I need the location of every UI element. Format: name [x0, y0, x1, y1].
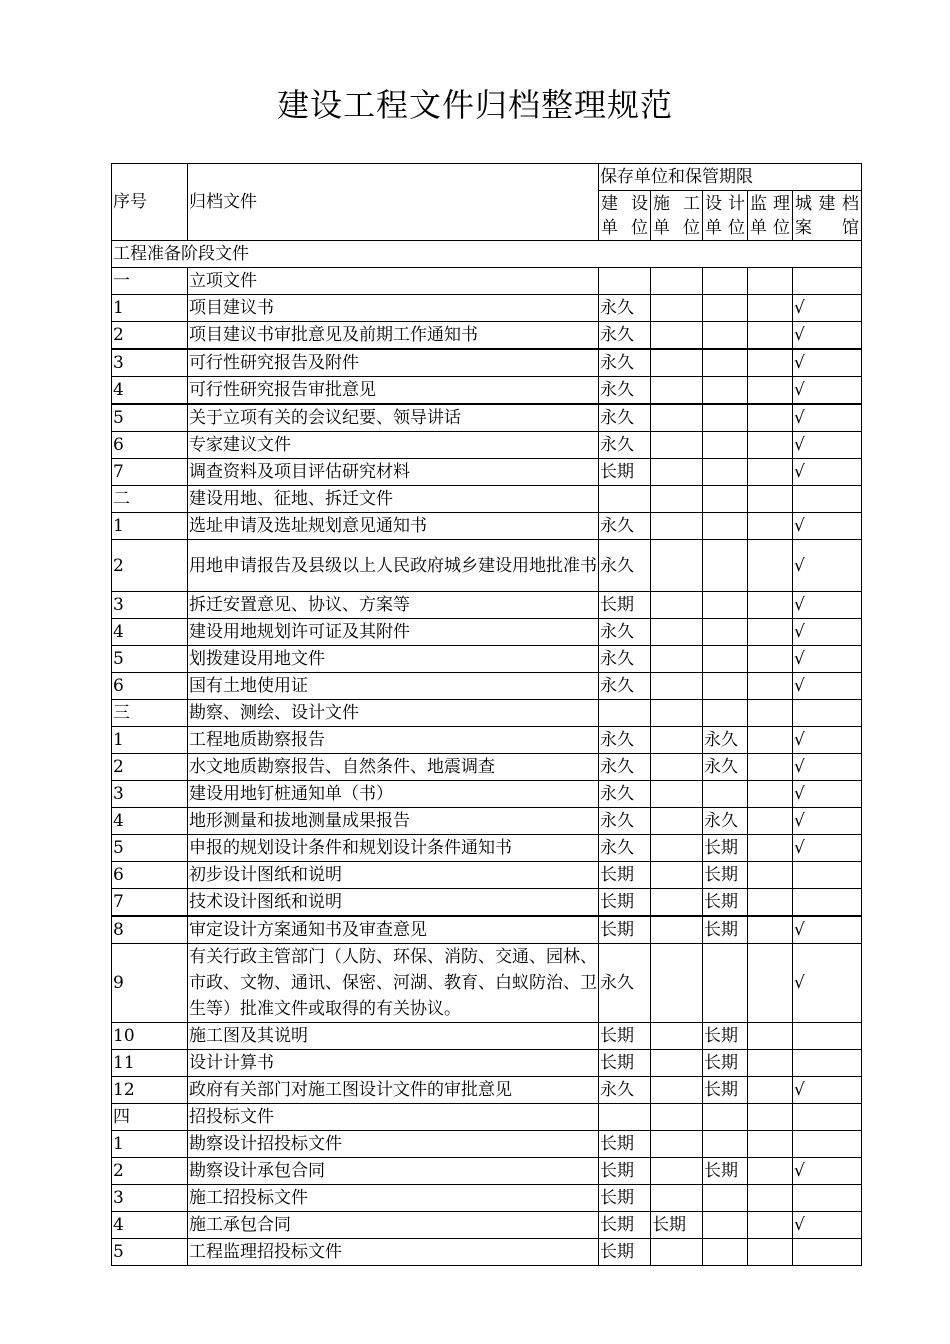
row-construction-term: 永久	[599, 646, 651, 673]
header-group: 保存单位和保管期限	[599, 164, 862, 191]
row-archive-mark: √	[793, 1212, 862, 1239]
row-builder-term	[651, 1104, 703, 1131]
row-file-name: 国有土地使用证	[188, 673, 599, 700]
row-construction-term: 永久	[599, 513, 651, 540]
row-supervision-term	[748, 835, 793, 862]
row-archive-mark	[793, 889, 862, 917]
row-construction-term: 永久	[599, 808, 651, 835]
row-supervision-term	[748, 619, 793, 646]
row-builder-term	[651, 349, 703, 377]
row-construction-term: 永久	[599, 295, 651, 322]
table-row	[112, 1131, 862, 1158]
table-row	[112, 808, 862, 835]
row-archive-mark: √	[793, 540, 862, 592]
header-col-archive: 城 建 档案馆	[793, 191, 862, 241]
row-design-term	[703, 432, 748, 459]
row-construction-term: 长期	[599, 459, 651, 486]
row-file-name: 建设用地、征地、拆迁文件	[188, 486, 599, 513]
row-construction-term: 永久	[599, 540, 651, 592]
row-builder-term	[651, 619, 703, 646]
row-file-name: 用地申请报告及县级以上人民政府城乡建设用地批准书	[188, 540, 599, 592]
row-design-term: 长期	[703, 835, 748, 862]
table-row	[112, 513, 862, 540]
table-row	[112, 268, 862, 295]
row-builder-term	[651, 432, 703, 459]
row-file-name: 技术设计图纸和说明	[188, 889, 599, 917]
table-row	[112, 1239, 862, 1266]
row-file-name: 地形测量和拔地测量成果报告	[188, 808, 599, 835]
row-archive-mark: √	[793, 322, 862, 350]
row-builder-term	[651, 1131, 703, 1158]
row-supervision-term	[748, 862, 793, 889]
row-supervision-term	[748, 889, 793, 917]
row-construction-term: 长期	[599, 889, 651, 917]
row-builder-term	[651, 1158, 703, 1185]
row-builder-term	[651, 673, 703, 700]
row-design-term	[703, 268, 748, 295]
row-builder-term	[651, 1050, 703, 1077]
row-seq: 5	[112, 646, 188, 673]
row-design-term	[703, 295, 748, 322]
row-design-term	[703, 1104, 748, 1131]
row-seq: 7	[112, 889, 188, 917]
table-row	[112, 889, 862, 917]
row-archive-mark	[793, 700, 862, 727]
row-design-term: 永久	[703, 727, 748, 754]
row-archive-mark	[793, 1131, 862, 1158]
row-archive-mark: √	[793, 432, 862, 459]
header-col-construction: 建 设单位	[599, 191, 651, 241]
row-construction-term: 永久	[599, 619, 651, 646]
table-row	[112, 1212, 862, 1239]
row-supervision-term	[748, 781, 793, 808]
row-archive-mark: √	[793, 404, 862, 432]
row-builder-term	[651, 295, 703, 322]
row-design-term	[703, 349, 748, 377]
row-supervision-term	[748, 1023, 793, 1050]
row-builder-term	[651, 944, 703, 1023]
table-row	[112, 1158, 862, 1185]
row-construction-term: 长期	[599, 1212, 651, 1239]
row-archive-mark	[793, 268, 862, 295]
table-row	[112, 754, 862, 781]
row-seq: 7	[112, 459, 188, 486]
table-row	[112, 673, 862, 700]
row-builder-term	[651, 889, 703, 917]
row-supervision-term	[748, 322, 793, 350]
row-archive-mark: √	[793, 727, 862, 754]
table-row	[112, 295, 862, 322]
row-design-term	[703, 1239, 748, 1266]
row-seq: 6	[112, 862, 188, 889]
table-row	[112, 486, 862, 513]
header-col-design: 设 计单位	[703, 191, 748, 241]
row-file-name: 立项文件	[188, 268, 599, 295]
archive-table	[111, 163, 862, 1266]
row-supervision-term	[748, 916, 793, 944]
row-file-name: 政府有关部门对施工图设计文件的审批意见	[188, 1077, 599, 1104]
row-seq: 9	[112, 944, 188, 1023]
row-builder-term	[651, 268, 703, 295]
row-archive-mark: √	[793, 781, 862, 808]
row-supervision-term	[748, 1158, 793, 1185]
row-file-name: 勘察设计承包合同	[188, 1158, 599, 1185]
row-construction-term: 永久	[599, 432, 651, 459]
row-seq: 2	[112, 1158, 188, 1185]
row-archive-mark: √	[793, 916, 862, 944]
row-design-term	[703, 1185, 748, 1212]
row-seq: 4	[112, 377, 188, 405]
row-construction-term: 永久	[599, 835, 651, 862]
row-design-term	[703, 540, 748, 592]
row-supervision-term	[748, 646, 793, 673]
row-construction-term: 长期	[599, 1239, 651, 1266]
table-row	[112, 432, 862, 459]
row-design-term	[703, 592, 748, 619]
row-design-term: 长期	[703, 1077, 748, 1104]
row-design-term	[703, 377, 748, 405]
row-builder-term	[651, 835, 703, 862]
row-archive-mark: √	[793, 1077, 862, 1104]
row-builder-term	[651, 1239, 703, 1266]
row-design-term: 永久	[703, 754, 748, 781]
row-file-name: 关于立项有关的会议纪要、领导讲话	[188, 404, 599, 432]
row-supervision-term	[748, 673, 793, 700]
row-seq: 10	[112, 1023, 188, 1050]
row-archive-mark	[793, 1023, 862, 1050]
row-archive-mark: √	[793, 592, 862, 619]
row-seq: 6	[112, 432, 188, 459]
row-supervision-term	[748, 808, 793, 835]
row-design-term	[703, 1212, 748, 1239]
row-seq: 11	[112, 1050, 188, 1077]
row-archive-mark	[793, 1185, 862, 1212]
row-supervision-term	[748, 592, 793, 619]
table-row	[112, 377, 862, 405]
table-row	[112, 1077, 862, 1104]
row-design-term	[703, 619, 748, 646]
row-file-name: 调查资料及项目评估研究材料	[188, 459, 599, 486]
row-design-term	[703, 646, 748, 673]
row-design-term: 长期	[703, 1023, 748, 1050]
row-seq: 5	[112, 404, 188, 432]
row-builder-term	[651, 727, 703, 754]
table-row	[112, 1023, 862, 1050]
row-construction-term: 长期	[599, 1023, 651, 1050]
row-construction-term: 长期	[599, 1131, 651, 1158]
row-design-term	[703, 459, 748, 486]
row-construction-term: 永久	[599, 349, 651, 377]
row-file-name: 可行性研究报告及附件	[188, 349, 599, 377]
row-seq: 6	[112, 673, 188, 700]
row-file-name: 项目建议书	[188, 295, 599, 322]
row-builder-term	[651, 486, 703, 513]
row-file-name: 施工招投标文件	[188, 1185, 599, 1212]
row-file-name: 勘察、测绘、设计文件	[188, 700, 599, 727]
row-builder-term	[651, 1077, 703, 1104]
table-row	[112, 1185, 862, 1212]
table-row	[112, 1104, 862, 1131]
row-file-name: 施工图及其说明	[188, 1023, 599, 1050]
row-design-term	[703, 781, 748, 808]
row-archive-mark: √	[793, 619, 862, 646]
row-file-name: 有关行政主管部门（人防、环保、消防、交通、园林、市政、文物、通讯、保密、河湖、教育、白蚁防治、卫生等）批准文件或取得的有关协议。	[188, 944, 599, 1023]
row-archive-mark: √	[793, 835, 862, 862]
row-seq: 3	[112, 1185, 188, 1212]
row-design-term	[703, 404, 748, 432]
row-construction-term: 永久	[599, 377, 651, 405]
row-supervision-term	[748, 754, 793, 781]
page-title: 建设工程文件归档整理规范	[276, 86, 673, 124]
row-design-term	[703, 673, 748, 700]
row-design-term	[703, 944, 748, 1023]
row-supervision-term	[748, 727, 793, 754]
row-construction-term: 长期	[599, 1185, 651, 1212]
row-file-name: 设计计算书	[188, 1050, 599, 1077]
row-construction-term	[599, 268, 651, 295]
row-file-name: 申报的规划设计条件和规划设计条件通知书	[188, 835, 599, 862]
row-seq: 1	[112, 1131, 188, 1158]
row-supervision-term	[748, 1050, 793, 1077]
row-seq: 2	[112, 754, 188, 781]
row-archive-mark: √	[793, 1158, 862, 1185]
row-seq: 1	[112, 295, 188, 322]
row-builder-term	[651, 404, 703, 432]
table-row	[112, 540, 862, 592]
row-archive-mark: √	[793, 646, 862, 673]
row-design-term	[703, 322, 748, 350]
row-construction-term: 长期	[599, 1158, 651, 1185]
table-row	[112, 862, 862, 889]
row-archive-mark: √	[793, 673, 862, 700]
row-construction-term: 永久	[599, 944, 651, 1023]
row-archive-mark: √	[793, 459, 862, 486]
row-supervision-term	[748, 1185, 793, 1212]
table-row	[112, 781, 862, 808]
row-seq: 5	[112, 835, 188, 862]
row-builder-term	[651, 1023, 703, 1050]
row-construction-term: 永久	[599, 1077, 651, 1104]
row-seq: 3	[112, 592, 188, 619]
row-supervision-term	[748, 513, 793, 540]
row-supervision-term	[748, 1131, 793, 1158]
row-builder-term	[651, 754, 703, 781]
row-supervision-term	[748, 1212, 793, 1239]
row-supervision-term	[748, 1077, 793, 1104]
row-seq: 四	[112, 1104, 188, 1131]
table-row	[112, 700, 862, 727]
header-col-supervision: 监 理单位	[748, 191, 793, 241]
row-supervision-term	[748, 700, 793, 727]
row-supervision-term	[748, 540, 793, 592]
row-archive-mark: √	[793, 295, 862, 322]
row-seq: 1	[112, 513, 188, 540]
row-construction-term	[599, 700, 651, 727]
row-supervision-term	[748, 349, 793, 377]
row-design-term: 长期	[703, 916, 748, 944]
row-design-term	[703, 513, 748, 540]
row-construction-term: 长期	[599, 592, 651, 619]
row-seq: 4	[112, 808, 188, 835]
row-construction-term: 永久	[599, 673, 651, 700]
row-seq: 3	[112, 349, 188, 377]
row-builder-term: 长期	[651, 1212, 703, 1239]
header-file: 归档文件	[188, 164, 599, 241]
row-builder-term	[651, 459, 703, 486]
row-supervision-term	[748, 432, 793, 459]
row-construction-term: 永久	[599, 781, 651, 808]
row-builder-term	[651, 513, 703, 540]
table-row	[112, 322, 862, 350]
row-seq: 一	[112, 268, 188, 295]
row-design-term: 长期	[703, 889, 748, 917]
row-seq: 三	[112, 700, 188, 727]
row-supervision-term	[748, 486, 793, 513]
table-row	[112, 1050, 862, 1077]
row-seq: 二	[112, 486, 188, 513]
row-file-name: 施工承包合同	[188, 1212, 599, 1239]
row-archive-mark: √	[793, 349, 862, 377]
row-builder-term	[651, 862, 703, 889]
row-builder-term	[651, 700, 703, 727]
row-file-name: 工程地质勘察报告	[188, 727, 599, 754]
row-construction-term	[599, 486, 651, 513]
row-builder-term	[651, 808, 703, 835]
row-seq: 5	[112, 1239, 188, 1266]
row-file-name: 划拨建设用地文件	[188, 646, 599, 673]
row-archive-mark	[793, 486, 862, 513]
row-supervision-term	[748, 459, 793, 486]
row-builder-term	[651, 377, 703, 405]
row-supervision-term	[748, 1239, 793, 1266]
header-seq: 序号	[112, 164, 188, 241]
row-design-term	[703, 486, 748, 513]
row-seq: 3	[112, 781, 188, 808]
row-supervision-term	[748, 944, 793, 1023]
row-archive-mark: √	[793, 377, 862, 405]
row-construction-term: 长期	[599, 1050, 651, 1077]
table-row	[112, 459, 862, 486]
row-archive-mark: √	[793, 754, 862, 781]
row-design-term	[703, 700, 748, 727]
row-file-name: 可行性研究报告审批意见	[188, 377, 599, 405]
row-file-name: 建设用地规划许可证及其附件	[188, 619, 599, 646]
row-supervision-term	[748, 377, 793, 405]
row-builder-term	[651, 781, 703, 808]
row-construction-term: 长期	[599, 862, 651, 889]
table-row	[112, 835, 862, 862]
row-archive-mark	[793, 1239, 862, 1266]
row-archive-mark: √	[793, 944, 862, 1023]
row-seq: 12	[112, 1077, 188, 1104]
row-archive-mark: √	[793, 513, 862, 540]
row-file-name: 水文地质勘察报告、自然条件、地震调查	[188, 754, 599, 781]
row-file-name: 招投标文件	[188, 1104, 599, 1131]
table-row	[112, 404, 862, 432]
row-file-name: 专家建议文件	[188, 432, 599, 459]
header-col-builder: 施 工单位	[651, 191, 703, 241]
row-construction-term: 永久	[599, 754, 651, 781]
row-archive-mark	[793, 1050, 862, 1077]
row-construction-term: 永久	[599, 727, 651, 754]
row-design-term	[703, 1131, 748, 1158]
table-row	[112, 646, 862, 673]
table-row	[112, 619, 862, 646]
table-row	[112, 916, 862, 944]
row-builder-term	[651, 646, 703, 673]
row-design-term: 长期	[703, 1050, 748, 1077]
row-design-term: 长期	[703, 1158, 748, 1185]
table-row	[112, 727, 862, 754]
row-file-name: 项目建议书审批意见及前期工作通知书	[188, 322, 599, 350]
row-supervision-term	[748, 268, 793, 295]
row-file-name: 选址申请及选址规划意见通知书	[188, 513, 599, 540]
row-construction-term	[599, 1104, 651, 1131]
row-construction-term: 长期	[599, 916, 651, 944]
row-file-name: 初步设计图纸和说明	[188, 862, 599, 889]
table-row	[112, 592, 862, 619]
row-file-name: 拆迁安置意见、协议、方案等	[188, 592, 599, 619]
table-row	[112, 349, 862, 377]
row-supervision-term	[748, 295, 793, 322]
row-builder-term	[651, 1185, 703, 1212]
row-seq: 1	[112, 727, 188, 754]
row-file-name: 勘察设计招投标文件	[188, 1131, 599, 1158]
row-archive-mark: √	[793, 808, 862, 835]
row-builder-term	[651, 540, 703, 592]
row-construction-term: 永久	[599, 404, 651, 432]
section-title: 工程准备阶段文件	[112, 241, 862, 268]
row-archive-mark	[793, 1104, 862, 1131]
row-design-term: 永久	[703, 808, 748, 835]
row-builder-term	[651, 916, 703, 944]
row-supervision-term	[748, 404, 793, 432]
row-builder-term	[651, 592, 703, 619]
row-seq: 8	[112, 916, 188, 944]
row-file-name: 审定设计方案通知书及审查意见	[188, 916, 599, 944]
table-row	[112, 944, 862, 1023]
row-file-name: 工程监理招投标文件	[188, 1239, 599, 1266]
row-builder-term	[651, 322, 703, 350]
row-design-term: 长期	[703, 862, 748, 889]
row-construction-term: 永久	[599, 322, 651, 350]
row-archive-mark	[793, 862, 862, 889]
row-seq: 4	[112, 619, 188, 646]
row-supervision-term	[748, 1104, 793, 1131]
row-seq: 2	[112, 322, 188, 350]
row-seq: 2	[112, 540, 188, 592]
row-file-name: 建设用地钉桩通知单（书）	[188, 781, 599, 808]
row-seq: 4	[112, 1212, 188, 1239]
